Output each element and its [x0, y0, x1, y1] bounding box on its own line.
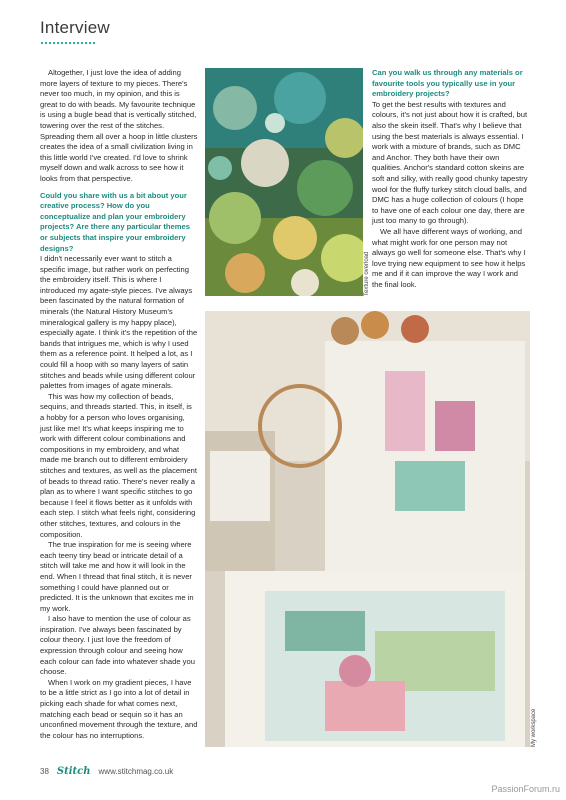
dotted-rule	[40, 41, 96, 45]
left-text-column	[40, 68, 198, 741]
texture-photo	[205, 68, 363, 296]
watermark: PassionForum.ru	[491, 784, 560, 794]
paragraph: We all have different ways of working, and what might work for one person may not always go well for someone else. That's why I love trying new equipment to see how it helps me and if it can improve the way I work and the final look.	[372, 226, 526, 289]
page-number: 38	[40, 767, 49, 776]
section-title: Interview	[40, 18, 110, 37]
photo-caption: Texture overload	[364, 251, 370, 296]
section-header	[40, 18, 110, 45]
question-heading: Can you walk us through any materials or favourite tools you typically use in your embroidery projects?	[372, 68, 523, 99]
magazine-logo: Stitch	[56, 766, 91, 777]
photo-caption: My workspace	[531, 708, 537, 747]
paragraph: This was how my collection of beads, sequins, and threads started. This, in itself, is a hobby for a person who loves organising, just like me! It's what keeps inspiring me to work with different colour combinations and compositions in my embroidery, and what made me branch out to different embroidery stitches and textures, as well as the placement of beads to thread ratio. There's never really a plan as to where I want specific stitches to go because I feel it flows better as it unfolds with each step. I stitch what feels right, considering other stitches, textures, and colours in the composition.	[40, 391, 198, 539]
right-text-column	[372, 68, 530, 290]
page-footer	[40, 766, 173, 777]
paragraph: When I work on my gradient pieces, I have to be a little strict as I go into a lot of detail in picking each shade for what comes next, matching each bead or sequin so it has an unconfined movement through the texture, and the colour has no interruptions.	[40, 677, 198, 740]
paragraph: To get the best results with textures and colours, it's not just about how it is crafted, but also the skein itself. That's why I believe that using the best materials is always essential. I work with a mixture of brands, such as DMC and Anchor. They both have their own qualities. Anchor's standard cotton skeins are soft and silky, with really good chunky tapestry wool for the fluffy turkey stitch cloud balls, and DMC has a huge collection of colours (I hope to have one of each colour one day, there are just too many to go through).	[372, 99, 528, 226]
paragraph: Altogether, I just love the idea of adding more layers of texture to my pieces. There's never too much, in my opinion, and this is great to do with beads. My favourite technique is using a bugle bead that is vertically stitched, towering over the rest of the stitches. Spreading them all over a hoop in little clusters creates the idea of a small civilization living in this little world I've created. I'd love to shrink myself down and walk across to see how it looks from that perspective.	[40, 68, 198, 183]
question-heading: Could you share with us a bit about your creative process? How do you conceptualize and plan your embroidery projects? Are there any particular themes or subjects that inspire your embroidery designs?	[40, 190, 190, 253]
website-url: www.stitchmag.co.uk	[98, 767, 174, 776]
paragraph: I also have to mention the use of colour as inspiration. I've always been fascinated by colour theory. I just love the freedom of expression through colour and seeing how each colour can fade into whatever shade you choose.	[40, 614, 195, 677]
paragraph: I didn't necessarily ever want to stitch a specific image, but rather work on perfecting the embroidery itself. This is where I introduced my agate-style pieces. I've always been fascinated by the natural formation of minerals (the Natural History Museum's mineralogical gallery is my happy place), especially agate. I think it's the repetition of the bands that intrigues me, which is why I used them as a reference point. It helped a lot, as I could fill a hoop with so many layers of satin stitches and beads while using different colour palettes from images of agate minerals.	[40, 254, 198, 391]
paragraph: The true inspiration for me is seeing where each teeny tiny bead or intricate detail of a stitch will take me and how it will look in the end. When I thread that final stitch, it is never something I could have planned out or predicted. It is the unknown that excites me in my work.	[40, 540, 194, 613]
workspace-photo	[205, 311, 530, 747]
